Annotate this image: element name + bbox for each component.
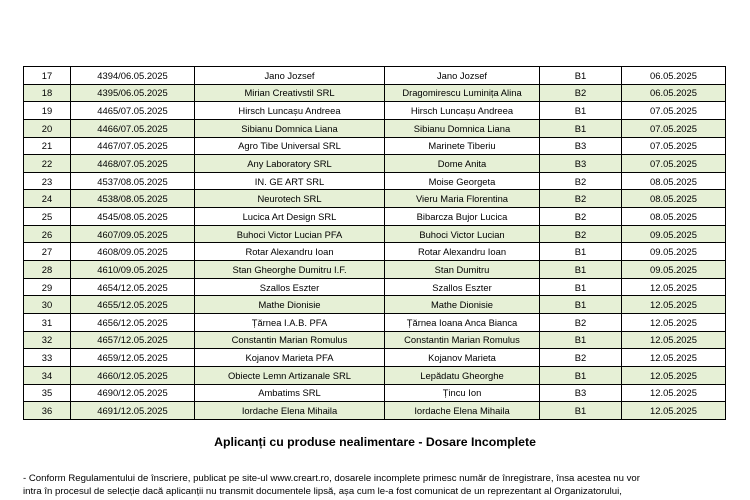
cell-applicant: Stan Gheorghe Dumitru I.F. [195,261,385,279]
cell-category: B2 [540,84,622,102]
table-row [24,384,726,402]
cell-representative: Bibarcza Bujor Lucica [385,208,540,226]
cell-representative: Dome Anita [385,155,540,173]
section-heading: Aplicanți cu produse nealimentare - Dosare Incomplete [214,435,536,449]
table-row [24,137,726,155]
cell-category: B2 [540,225,622,243]
cell-applicant: Țărnea I.A.B. PFA [195,313,385,331]
cell-date: 07.05.2025 [622,102,726,120]
cell-representative: Mathe Dionisie [385,296,540,314]
cell-category: B2 [540,208,622,226]
table-row [24,261,726,279]
table-row [24,208,726,226]
table-row [24,366,726,384]
cell-category: B2 [540,190,622,208]
cell-applicant: Jano Jozsef [195,67,385,85]
cell-representative: Marinete Tiberiu [385,137,540,155]
table-row [24,225,726,243]
table-row [24,313,726,331]
cell-applicant: Rotar Alexandru Ioan [195,243,385,261]
cell-applicant: Mathe Dionisie [195,296,385,314]
cell-category: B1 [540,67,622,85]
cell-category: B1 [540,119,622,137]
cell-number: 22 [24,155,71,173]
table-row [24,349,726,367]
table-row [24,67,726,85]
cell-representative: Stan Dumitru [385,261,540,279]
table-row [24,331,726,349]
cell-category: B3 [540,137,622,155]
cell-registration: 4466/07.05.2025 [71,119,195,137]
cell-date: 09.05.2025 [622,243,726,261]
table-row [24,190,726,208]
cell-registration: 4465/07.05.2025 [71,102,195,120]
cell-registration: 4607/09.05.2025 [71,225,195,243]
cell-category: B2 [540,172,622,190]
table-row [24,296,726,314]
cell-category: B1 [540,261,622,279]
cell-number: 28 [24,261,71,279]
cell-date: 12.05.2025 [622,366,726,384]
cell-representative: Rotar Alexandru Ioan [385,243,540,261]
cell-date: 12.05.2025 [622,331,726,349]
cell-date: 08.05.2025 [622,190,726,208]
cell-registration: 4659/12.05.2025 [71,349,195,367]
cell-number: 19 [24,102,71,120]
cell-applicant: Ambatims SRL [195,384,385,402]
cell-representative: Buhoci Victor Lucian [385,225,540,243]
cell-number: 33 [24,349,71,367]
cell-registration: 4545/08.05.2025 [71,208,195,226]
cell-applicant: Any Laboratory SRL [195,155,385,173]
registration-table [23,66,726,420]
cell-category: B2 [540,349,622,367]
cell-number: 35 [24,384,71,402]
cell-category: B2 [540,313,622,331]
cell-applicant: Iordache Elena Mihaila [195,402,385,420]
cell-registration: 4655/12.05.2025 [71,296,195,314]
cell-number: 30 [24,296,71,314]
cell-date: 12.05.2025 [622,313,726,331]
cell-representative: Jano Jozsef [385,67,540,85]
cell-registration: 4467/07.05.2025 [71,137,195,155]
cell-registration: 4610/09.05.2025 [71,261,195,279]
cell-applicant: Mirian Creativstil SRL [195,84,385,102]
cell-registration: 4657/12.05.2025 [71,331,195,349]
cell-category: B3 [540,384,622,402]
cell-registration: 4608/09.05.2025 [71,243,195,261]
cell-number: 20 [24,119,71,137]
table-row [24,402,726,420]
cell-date: 12.05.2025 [622,384,726,402]
cell-applicant: Lucica Art Design SRL [195,208,385,226]
cell-registration: 4468/07.05.2025 [71,155,195,173]
cell-category: B1 [540,102,622,120]
cell-registration: 4538/08.05.2025 [71,190,195,208]
cell-representative: Hirsch Luncașu Andreea [385,102,540,120]
cell-date: 12.05.2025 [622,278,726,296]
cell-date: 06.05.2025 [622,67,726,85]
cell-applicant: Constantin Marian Romulus [195,331,385,349]
cell-date: 07.05.2025 [622,119,726,137]
cell-category: B1 [540,402,622,420]
cell-applicant: Kojanov Marieta PFA [195,349,385,367]
cell-registration: 4537/08.05.2025 [71,172,195,190]
cell-applicant: Obiecte Lemn Artizanale SRL [195,366,385,384]
table-row [24,278,726,296]
cell-representative: Țărnea Ioana Anca Bianca [385,313,540,331]
rules-note [23,472,733,498]
rules-note-line: intra în procesul de selecție dacă aplicanții nu transmit documentele lipsă, așa cum le-a fost comunicat de un reprezentant al Organizatorului, [23,486,622,497]
cell-number: 18 [24,84,71,102]
table-row [24,172,726,190]
cell-applicant: Szallos Eszter [195,278,385,296]
cell-category: B1 [540,278,622,296]
cell-date: 12.05.2025 [622,349,726,367]
cell-category: B3 [540,155,622,173]
cell-number: 23 [24,172,71,190]
cell-registration: 4691/12.05.2025 [71,402,195,420]
cell-registration: 4395/06.05.2025 [71,84,195,102]
cell-category: B1 [540,331,622,349]
cell-number: 25 [24,208,71,226]
cell-representative: Lepădatu Gheorghe [385,366,540,384]
cell-date: 12.05.2025 [622,296,726,314]
cell-number: 34 [24,366,71,384]
cell-number: 32 [24,331,71,349]
table-row [24,84,726,102]
cell-registration: 4656/12.05.2025 [71,313,195,331]
cell-registration: 4654/12.05.2025 [71,278,195,296]
rules-note-line: - Conform Regulamentului de înscriere, publicat pe site-ul www.creart.ro, dosarele incomplete primesc număr de înregistrare, însa acestea nu vor [23,473,640,484]
cell-representative: Vieru Maria Florentina [385,190,540,208]
cell-representative: Dragomirescu Luminița Alina [385,84,540,102]
cell-date: 08.05.2025 [622,208,726,226]
cell-number: 27 [24,243,71,261]
cell-category: B1 [540,243,622,261]
table-row [24,119,726,137]
cell-date: 08.05.2025 [622,172,726,190]
cell-applicant: Sibianu Domnica Liana [195,119,385,137]
table-row [24,155,726,173]
table-row [24,102,726,120]
cell-date: 09.05.2025 [622,261,726,279]
cell-representative: Moise Georgeta [385,172,540,190]
cell-date: 06.05.2025 [622,84,726,102]
cell-registration: 4690/12.05.2025 [71,384,195,402]
cell-representative: Constantin Marian Romulus [385,331,540,349]
cell-category: B1 [540,366,622,384]
cell-number: 21 [24,137,71,155]
cell-applicant: Neurotech SRL [195,190,385,208]
cell-date: 12.05.2025 [622,402,726,420]
cell-representative: Iordache Elena Mihaila [385,402,540,420]
cell-representative: Sibianu Domnica Liana [385,119,540,137]
cell-number: 17 [24,67,71,85]
cell-number: 36 [24,402,71,420]
cell-date: 09.05.2025 [622,225,726,243]
cell-category: B1 [540,296,622,314]
cell-number: 29 [24,278,71,296]
cell-applicant: Buhoci Victor Lucian PFA [195,225,385,243]
cell-applicant: IN. GE ART SRL [195,172,385,190]
cell-date: 07.05.2025 [622,137,726,155]
cell-number: 26 [24,225,71,243]
cell-representative: Szallos Eszter [385,278,540,296]
cell-applicant: Hirsch Luncașu Andreea [195,102,385,120]
cell-applicant: Agro Tibe Universal SRL [195,137,385,155]
registration-table-body [24,67,726,420]
cell-registration: 4394/06.05.2025 [71,67,195,85]
table-row [24,243,726,261]
cell-registration: 4660/12.05.2025 [71,366,195,384]
cell-representative: Kojanov Marieta [385,349,540,367]
cell-number: 24 [24,190,71,208]
cell-representative: Țincu Ion [385,384,540,402]
cell-number: 31 [24,313,71,331]
cell-date: 07.05.2025 [622,155,726,173]
